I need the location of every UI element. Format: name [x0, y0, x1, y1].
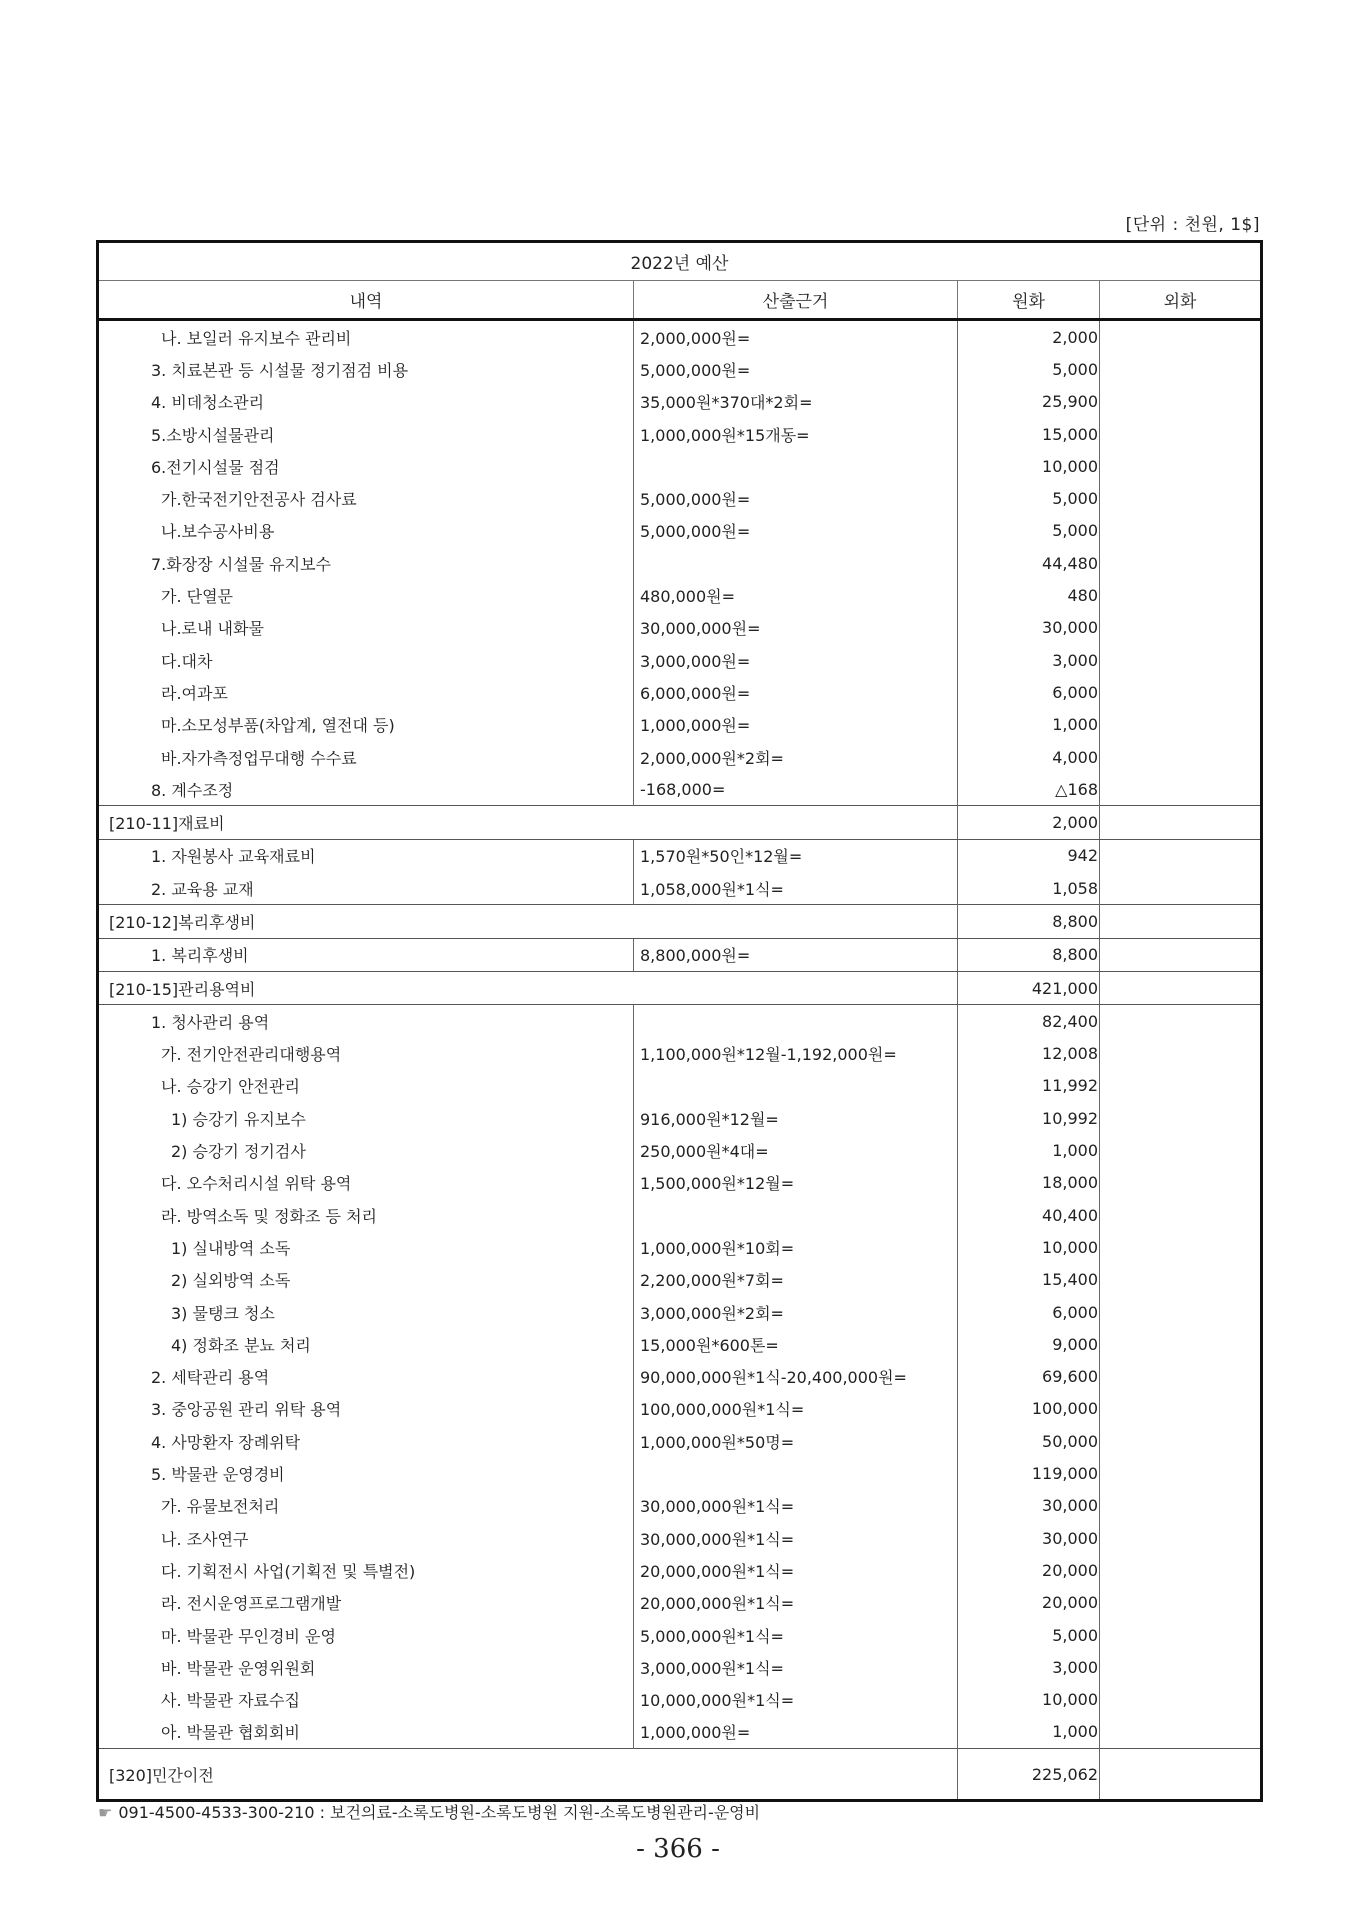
table-row	[98, 450, 1262, 482]
row-krw-amount: 5,000	[958, 482, 1100, 514]
row-foreign-amount	[1100, 320, 1262, 354]
row-basis: 250,000원*4대=	[634, 1134, 958, 1166]
row-foreign-amount	[1100, 547, 1262, 579]
row-basis: 6,000,000원=	[634, 676, 958, 708]
row-krw-amount: 30,000	[958, 612, 1100, 644]
table-row	[98, 839, 1262, 872]
row-basis: 1,500,000원*12월=	[634, 1167, 958, 1199]
row-description: 4. 비데청소관리	[98, 386, 634, 418]
row-description: 아. 박물관 협회회비	[98, 1716, 634, 1749]
row-krw-amount: 3,000	[958, 644, 1100, 676]
row-description: 3. 치료본관 등 시설물 정기점검 비용	[98, 353, 634, 385]
row-basis: -168,000=	[634, 773, 958, 806]
row-foreign-amount	[1100, 450, 1262, 482]
row-foreign-amount	[1100, 1167, 1262, 1199]
table-row	[98, 1522, 1262, 1554]
row-description: 1) 승강기 유지보수	[98, 1102, 634, 1134]
row-krw-amount: 12,008	[958, 1038, 1100, 1070]
table-row	[98, 1619, 1262, 1651]
row-description: 1. 복리후생비	[98, 938, 634, 971]
row-foreign-amount	[1100, 806, 1262, 839]
row-description: 마. 박물관 무인경비 운영	[98, 1619, 634, 1651]
row-foreign-amount	[1100, 905, 1262, 938]
row-foreign-amount	[1100, 1264, 1262, 1296]
row-basis: 8,800,000원=	[634, 938, 958, 971]
row-description: 바.자가측정업무대행 수수료	[98, 741, 634, 773]
row-foreign-amount	[1100, 579, 1262, 611]
row-foreign-amount	[1100, 1361, 1262, 1393]
table-row	[98, 1683, 1262, 1715]
table-row	[98, 1393, 1262, 1425]
row-basis: 1,000,000원=	[634, 1716, 958, 1749]
row-foreign-amount	[1100, 1587, 1262, 1619]
row-description: 가. 유물보전처리	[98, 1490, 634, 1522]
row-description: 다.대차	[98, 644, 634, 676]
row-description: [210-12]복리후생비	[98, 905, 958, 938]
pointing-hand-icon: ☛	[98, 1803, 113, 1822]
row-krw-amount: 30,000	[958, 1522, 1100, 1554]
row-basis: 1,058,000원*1식=	[634, 872, 958, 905]
row-foreign-amount	[1100, 386, 1262, 418]
table-row	[98, 773, 1262, 806]
row-description: 5. 박물관 운영경비	[98, 1457, 634, 1489]
row-krw-amount: 10,992	[958, 1102, 1100, 1134]
table-row	[98, 872, 1262, 905]
row-krw-amount: 44,480	[958, 547, 1100, 579]
row-basis	[634, 1070, 958, 1102]
section-row	[98, 806, 1262, 839]
row-basis: 5,000,000원=	[634, 515, 958, 547]
table-row	[98, 1167, 1262, 1199]
table-row	[98, 353, 1262, 385]
table-row	[98, 1457, 1262, 1489]
row-basis: 100,000,000원*1식=	[634, 1393, 958, 1425]
row-krw-amount: 2,000	[958, 320, 1100, 354]
row-description: [210-15]관리용역비	[98, 971, 958, 1004]
row-krw-amount: 40,400	[958, 1199, 1100, 1231]
section-row	[98, 905, 1262, 938]
row-basis: 30,000,000원=	[634, 612, 958, 644]
table-row	[98, 418, 1262, 450]
row-foreign-amount	[1100, 741, 1262, 773]
row-basis: 35,000원*370대*2회=	[634, 386, 958, 418]
row-description: 2. 세탁관리 용역	[98, 1361, 634, 1393]
row-krw-amount: 1,000	[958, 1716, 1100, 1749]
row-basis: 1,570원*50인*12월=	[634, 839, 958, 872]
header-description: 내역	[98, 281, 634, 320]
row-foreign-amount	[1100, 1683, 1262, 1715]
row-description: 라.여과포	[98, 676, 634, 708]
section-row	[98, 971, 1262, 1004]
row-description: 7.화장장 시설물 유지보수	[98, 547, 634, 579]
row-description: 나. 승강기 안전관리	[98, 1070, 634, 1102]
row-krw-amount: 225,062	[958, 1749, 1100, 1801]
row-krw-amount: 5,000	[958, 353, 1100, 385]
row-foreign-amount	[1100, 1231, 1262, 1263]
row-description: 3) 물탱크 청소	[98, 1296, 634, 1328]
row-foreign-amount	[1100, 515, 1262, 547]
row-krw-amount: 8,800	[958, 938, 1100, 971]
row-krw-amount: 9,000	[958, 1328, 1100, 1360]
table-row	[98, 1134, 1262, 1166]
row-krw-amount: 30,000	[958, 1490, 1100, 1522]
row-basis: 1,000,000원*10회=	[634, 1231, 958, 1263]
row-foreign-amount	[1100, 1749, 1262, 1801]
row-krw-amount: 10,000	[958, 450, 1100, 482]
row-krw-amount: 69,600	[958, 1361, 1100, 1393]
row-description: 사. 박물관 자료수집	[98, 1683, 634, 1715]
row-foreign-amount	[1100, 1199, 1262, 1231]
row-basis: 3,000,000원=	[634, 644, 958, 676]
table-row	[98, 1296, 1262, 1328]
row-description: 라. 방역소독 및 정화조 등 처리	[98, 1199, 634, 1231]
row-basis: 20,000,000원*1식=	[634, 1587, 958, 1619]
row-description: 8. 계수조정	[98, 773, 634, 806]
table-row	[98, 482, 1262, 514]
row-foreign-amount	[1100, 1554, 1262, 1586]
row-krw-amount: 15,400	[958, 1264, 1100, 1296]
row-krw-amount: △168	[958, 773, 1100, 806]
row-foreign-amount	[1100, 612, 1262, 644]
row-foreign-amount	[1100, 1619, 1262, 1651]
row-foreign-amount	[1100, 1102, 1262, 1134]
row-foreign-amount	[1100, 1005, 1262, 1038]
row-foreign-amount	[1100, 709, 1262, 741]
row-krw-amount: 20,000	[958, 1554, 1100, 1586]
row-description: 마.소모성부품(차압계, 열전대 등)	[98, 709, 634, 741]
row-krw-amount: 18,000	[958, 1167, 1100, 1199]
table-row	[98, 1231, 1262, 1263]
row-krw-amount: 3,000	[958, 1651, 1100, 1683]
row-foreign-amount	[1100, 418, 1262, 450]
row-krw-amount: 119,000	[958, 1457, 1100, 1489]
row-foreign-amount	[1100, 644, 1262, 676]
row-description: 나.보수공사비용	[98, 515, 634, 547]
row-foreign-amount	[1100, 676, 1262, 708]
table-row	[98, 1328, 1262, 1360]
row-foreign-amount	[1100, 1490, 1262, 1522]
header-basis: 산출근거	[634, 281, 958, 320]
row-description: 나.로내 내화물	[98, 612, 634, 644]
table-row	[98, 1264, 1262, 1296]
table-row	[98, 709, 1262, 741]
row-description: 4) 정화조 분뇨 처리	[98, 1328, 634, 1360]
table-row	[98, 938, 1262, 971]
row-basis: 30,000,000원*1식=	[634, 1522, 958, 1554]
row-description: 다. 오수처리시설 위탁 용역	[98, 1167, 634, 1199]
row-basis	[634, 1005, 958, 1038]
row-basis: 3,000,000원*1식=	[634, 1651, 958, 1683]
row-krw-amount: 10,000	[958, 1231, 1100, 1263]
table-row	[98, 1554, 1262, 1586]
row-basis: 2,000,000원=	[634, 320, 958, 354]
row-krw-amount: 6,000	[958, 1296, 1100, 1328]
row-foreign-amount	[1100, 1716, 1262, 1749]
table-row	[98, 676, 1262, 708]
table-row	[98, 320, 1262, 354]
row-description: 2) 실외방역 소독	[98, 1264, 634, 1296]
table-row	[98, 1651, 1262, 1683]
row-krw-amount: 11,992	[958, 1070, 1100, 1102]
row-basis: 10,000,000원*1식=	[634, 1683, 958, 1715]
row-description: [320]민간이전	[98, 1749, 958, 1801]
row-krw-amount: 100,000	[958, 1393, 1100, 1425]
row-basis	[634, 547, 958, 579]
row-krw-amount: 1,000	[958, 709, 1100, 741]
row-foreign-amount	[1100, 1651, 1262, 1683]
row-basis: 90,000,000원*1식-20,400,000원=	[634, 1361, 958, 1393]
page-number: - 366 -	[636, 1834, 720, 1864]
row-krw-amount: 50,000	[958, 1425, 1100, 1457]
row-description: 나. 조사연구	[98, 1522, 634, 1554]
table-row	[98, 1005, 1262, 1038]
table-row	[98, 579, 1262, 611]
unit-label: [단위 : 천원, 1$]	[1125, 215, 1260, 235]
row-basis	[634, 1457, 958, 1489]
table-row	[98, 515, 1262, 547]
row-description: 1. 자원봉사 교육재료비	[98, 839, 634, 872]
table-row	[98, 1102, 1262, 1134]
row-description: 3. 중앙공원 관리 위탁 용역	[98, 1393, 634, 1425]
section-row	[98, 1749, 1262, 1801]
table-row	[98, 547, 1262, 579]
row-foreign-amount	[1100, 1134, 1262, 1166]
row-krw-amount: 942	[958, 839, 1100, 872]
table-row	[98, 1361, 1262, 1393]
table-row	[98, 1716, 1262, 1749]
table-row	[98, 1038, 1262, 1070]
row-basis: 916,000원*12월=	[634, 1102, 958, 1134]
row-description: 5.소방시설물관리	[98, 418, 634, 450]
row-description: 다. 기획전시 사업(기획전 및 특별전)	[98, 1554, 634, 1586]
row-description: 가.한국전기안전공사 검사료	[98, 482, 634, 514]
row-basis: 30,000,000원*1식=	[634, 1490, 958, 1522]
row-description: [210-11]재료비	[98, 806, 958, 839]
row-basis	[634, 450, 958, 482]
table-row	[98, 1490, 1262, 1522]
row-krw-amount: 1,000	[958, 1134, 1100, 1166]
row-krw-amount: 1,058	[958, 872, 1100, 905]
row-basis: 1,000,000원*50명=	[634, 1425, 958, 1457]
row-description: 바. 박물관 운영위원회	[98, 1651, 634, 1683]
table-title: 2022년 예산	[98, 242, 1262, 281]
row-krw-amount: 25,900	[958, 386, 1100, 418]
row-krw-amount: 82,400	[958, 1005, 1100, 1038]
row-basis: 1,000,000원=	[634, 709, 958, 741]
row-basis: 2,000,000원*2회=	[634, 741, 958, 773]
table-row	[98, 1199, 1262, 1231]
table-row	[98, 644, 1262, 676]
table-body	[98, 320, 1262, 1801]
row-krw-amount: 421,000	[958, 971, 1100, 1004]
row-krw-amount: 10,000	[958, 1683, 1100, 1715]
row-description: 가. 단열문	[98, 579, 634, 611]
row-foreign-amount	[1100, 1522, 1262, 1554]
budget-table	[96, 240, 1263, 1802]
table-row	[98, 741, 1262, 773]
row-krw-amount: 480	[958, 579, 1100, 611]
header-foreign: 외화	[1100, 281, 1262, 320]
row-foreign-amount	[1100, 353, 1262, 385]
row-foreign-amount	[1100, 1393, 1262, 1425]
table-row	[98, 1070, 1262, 1102]
row-basis: 1,100,000원*12월-1,192,000원=	[634, 1038, 958, 1070]
row-description: 가. 전기안전관리대행용역	[98, 1038, 634, 1070]
row-basis: 15,000원*600톤=	[634, 1328, 958, 1360]
row-foreign-amount	[1100, 1425, 1262, 1457]
row-krw-amount: 6,000	[958, 676, 1100, 708]
row-krw-amount: 8,800	[958, 905, 1100, 938]
row-description: 1. 청사관리 용역	[98, 1005, 634, 1038]
row-foreign-amount	[1100, 1457, 1262, 1489]
row-description: 나. 보일러 유지보수 관리비	[98, 320, 634, 354]
row-description: 2) 승강기 정기검사	[98, 1134, 634, 1166]
row-krw-amount: 5,000	[958, 1619, 1100, 1651]
row-basis: 1,000,000원*15개동=	[634, 418, 958, 450]
row-description: 4. 사망환자 장례위탁	[98, 1425, 634, 1457]
row-basis: 3,000,000원*2회=	[634, 1296, 958, 1328]
table-row	[98, 386, 1262, 418]
row-description: 6.전기시설물 점검	[98, 450, 634, 482]
row-basis: 5,000,000원=	[634, 353, 958, 385]
row-foreign-amount	[1100, 1296, 1262, 1328]
row-foreign-amount	[1100, 1038, 1262, 1070]
row-krw-amount: 5,000	[958, 515, 1100, 547]
table-row	[98, 612, 1262, 644]
row-krw-amount: 4,000	[958, 741, 1100, 773]
row-foreign-amount	[1100, 482, 1262, 514]
row-foreign-amount	[1100, 872, 1262, 905]
row-foreign-amount	[1100, 938, 1262, 971]
row-basis: 20,000,000원*1식=	[634, 1554, 958, 1586]
row-basis	[634, 1199, 958, 1231]
row-basis: 5,000,000원=	[634, 482, 958, 514]
row-foreign-amount	[1100, 971, 1262, 1004]
row-krw-amount: 2,000	[958, 806, 1100, 839]
row-description: 2. 교육용 교재	[98, 872, 634, 905]
table-row	[98, 1425, 1262, 1457]
row-foreign-amount	[1100, 839, 1262, 872]
row-basis: 5,000,000원*1식=	[634, 1619, 958, 1651]
row-foreign-amount	[1100, 1070, 1262, 1102]
table-row	[98, 1587, 1262, 1619]
row-description: 1) 실내방역 소독	[98, 1231, 634, 1263]
row-basis: 480,000원=	[634, 579, 958, 611]
row-foreign-amount	[1100, 773, 1262, 806]
header-krw: 원화	[958, 281, 1100, 320]
row-krw-amount: 20,000	[958, 1587, 1100, 1619]
row-krw-amount: 15,000	[958, 418, 1100, 450]
row-description: 라. 전시운영프로그램개발	[98, 1587, 634, 1619]
row-foreign-amount	[1100, 1328, 1262, 1360]
row-basis: 2,200,000원*7회=	[634, 1264, 958, 1296]
footnote	[98, 1800, 760, 1823]
footnote-text: 091-4500-4533-300-210 : 보건의료-소록도병원-소록도병원 지원-소록도병원관리-운영비	[118, 1803, 761, 1822]
